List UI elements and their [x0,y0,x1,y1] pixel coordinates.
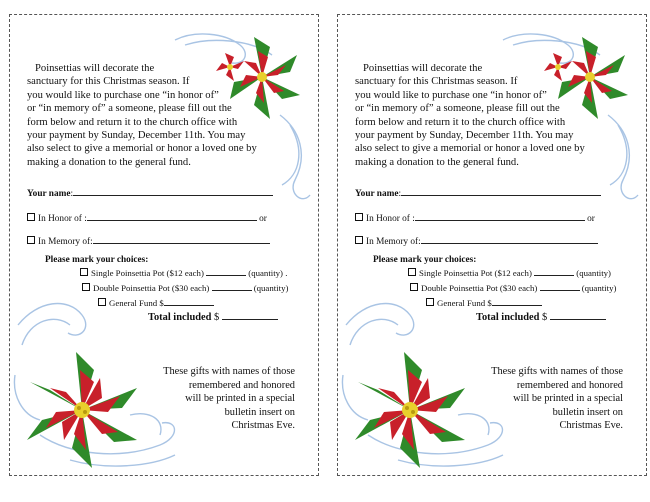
choice-single [80,267,287,278]
choice-general-fund [98,297,214,308]
intro-line: or “in memory of” a someone, please fill out the [355,103,560,115]
in-memory-label: In Memory of: [366,237,421,247]
total-label: Total included [476,312,540,323]
your-name-input[interactable] [73,187,273,196]
in-honor-or: or [259,214,267,224]
choice-double-quantity-input[interactable] [540,282,580,291]
flyer-left [9,14,319,476]
in-memory-input[interactable] [93,235,270,244]
note-line: remembered and honored [516,379,623,391]
gift-note [458,365,623,433]
in-memory-label: In Memory of: [38,237,93,247]
checkbox-icon[interactable] [27,236,35,244]
checkbox-icon[interactable] [408,268,416,276]
total-input[interactable] [222,311,278,320]
choice-double [82,282,288,293]
general-fund-input[interactable] [492,297,542,306]
in-honor-input[interactable] [87,212,257,221]
total-included [476,311,606,323]
general-fund-input[interactable] [164,297,214,306]
gift-note [130,365,295,433]
in-honor-field [355,212,595,224]
checkbox-icon[interactable] [27,213,35,221]
checkbox-icon[interactable] [410,283,418,291]
intro-line: Poinsettias will decorate the [363,63,483,74]
total-dollar: $ [542,312,548,323]
total-included [148,311,278,323]
intro-line: form below and return it to the church office with [355,116,566,128]
choice-single-quantity-input[interactable] [206,267,246,276]
single-suffix: . [285,268,288,278]
in-honor-input[interactable] [415,212,585,221]
intro-line: sanctuary for this Christmas season. If [27,76,190,88]
intro-line: your payment by Sunday, December 11th. You may [355,130,574,142]
intro-line: also select to give a memorial or honor a loved one by [355,143,585,155]
in-honor-or: or [587,214,595,224]
note-line: bulletin insert on [552,406,623,418]
choice-double-label: Double Poinsettia Pot ($30 each) [93,283,210,293]
in-memory-field [27,235,270,247]
intro-line: form below and return it to the church office with [27,116,238,128]
in-memory-field [355,235,598,247]
choice-single-label: Single Poinsettia Pot ($12 each) [91,268,204,278]
in-memory-input[interactable] [421,235,598,244]
checkbox-icon[interactable] [98,298,106,306]
your-name-field [27,187,273,199]
note-line: Christmas Eve. [559,420,623,431]
checkbox-icon[interactable] [426,298,434,306]
intro-line: Poinsettias will decorate the [35,63,155,74]
total-dollar: $ [214,312,220,323]
your-name-label: Your name [27,189,71,199]
checkbox-icon[interactable] [355,236,363,244]
choice-single-quantity-input[interactable] [534,267,574,276]
intro-line: making a donation to the general fund. [27,156,191,168]
intro-line: you would like to purchase one “in honor of” [27,89,219,101]
choices-heading: Please mark your choices: [373,255,477,265]
your-name-label: Your name [355,189,399,199]
general-fund-label: General Fund $ [437,298,492,308]
choice-single-label: Single Poinsettia Pot ($12 each) [419,268,532,278]
intro-line: you would like to purchase one “in honor of” [355,89,547,101]
choice-single [408,267,611,278]
choice-double [410,282,616,293]
your-name-colon: : [70,189,74,199]
choice-double-quantity-input[interactable] [212,282,252,291]
note-line: will be printed in a special [513,393,623,404]
intro-line: also select to give a memorial or honor a loved one by [27,143,257,155]
choice-double-label: Double Poinsettia Pot ($30 each) [421,283,538,293]
choices-heading: Please mark your choices: [45,255,149,265]
your-name-input[interactable] [401,187,601,196]
in-honor-label: In Honor of : [38,214,87,224]
your-name-field [355,187,601,199]
checkbox-icon[interactable] [355,213,363,221]
quantity-label: (quantity) [248,268,283,278]
checkbox-icon[interactable] [82,283,90,291]
note-line: will be printed in a special [185,393,295,404]
poinsettia-bottom-icon [27,352,137,468]
note-line: bulletin insert on [224,406,295,418]
general-fund-label: General Fund $ [109,298,164,308]
quantity-label: (quantity) [253,283,289,293]
intro-line: or “in memory of” a someone, please fill out the [27,103,232,115]
total-label: Total included [148,312,212,323]
your-name-colon: : [398,189,402,199]
in-honor-field [27,212,267,224]
choice-general-fund [426,297,542,308]
quantity-label: (quantity) [581,283,617,293]
note-line: These gifts with names of those [163,366,295,377]
note-line: These gifts with names of those [491,366,623,377]
note-line: Christmas Eve. [231,420,295,431]
intro-paragraph [27,62,297,169]
total-input[interactable] [550,311,606,320]
intro-paragraph [355,62,625,169]
checkbox-icon[interactable] [80,268,88,276]
in-honor-label: In Honor of : [366,214,415,224]
note-line: remembered and honored [188,379,295,391]
intro-line: your payment by Sunday, December 11th. You may [27,130,246,142]
flyer-right [337,14,647,476]
poinsettia-bottom-icon [355,352,465,468]
quantity-label: (quantity) [576,268,611,278]
intro-line: making a donation to the general fund. [355,156,519,168]
intro-line: sanctuary for this Christmas season. If [355,76,518,88]
